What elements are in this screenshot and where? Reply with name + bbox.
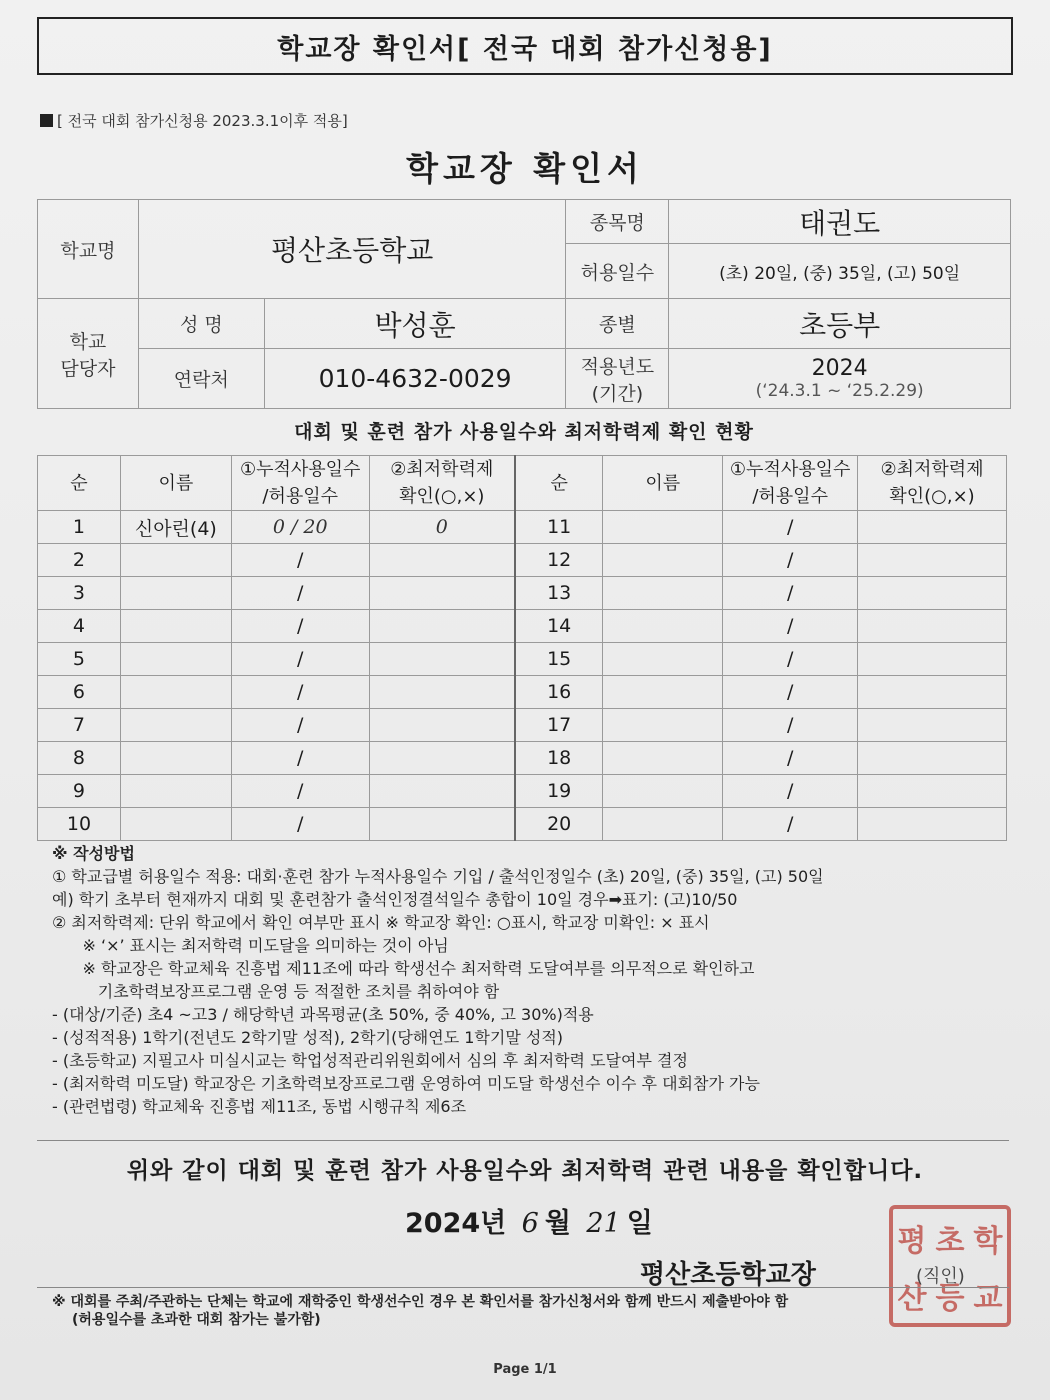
year-value: 2024 bbox=[811, 356, 868, 381]
roster-table bbox=[37, 455, 1007, 841]
row-days-right: / bbox=[723, 643, 858, 676]
division-value: 초등부 bbox=[669, 299, 1011, 349]
row-name-right bbox=[603, 577, 723, 610]
row-days: / bbox=[231, 775, 369, 808]
row-acad-right bbox=[858, 676, 1007, 709]
school-value: 평산초등학교 bbox=[138, 200, 566, 299]
row-days-right: / bbox=[723, 544, 858, 577]
row-name-right bbox=[603, 742, 723, 775]
row-name bbox=[120, 775, 231, 808]
row-name-right bbox=[603, 544, 723, 577]
instruction-line: - (성적적용) 1학기(전년도 2학기말 성적), 2학기(당해연도 1학기말 성적) bbox=[52, 1028, 564, 1047]
form-title: 학교장 확인서 bbox=[406, 149, 644, 188]
col-name-header-right: 이름 bbox=[603, 456, 723, 511]
roster-section-title: 대회 및 훈련 참가 사용일수와 최저학력제 확인 현황 bbox=[294, 421, 754, 443]
table-row bbox=[38, 709, 1007, 742]
row-acad-right bbox=[858, 511, 1007, 544]
instruction-line: - (초등학교) 지필고사 미실시교는 학업성적관리위원회에서 심의 후 최저학력 도달여부 결정 bbox=[52, 1051, 688, 1070]
instruction-line: ※ 학교장은 학교체육 진흥법 제11조에 따라 학생선수 최저학력 도달여부를 의무적으로 확인하고 bbox=[52, 959, 755, 978]
row-days-right: / bbox=[723, 511, 858, 544]
period-value: (‘24.3.1 ~ ‘25.2.29) bbox=[755, 381, 924, 401]
row-name bbox=[120, 742, 231, 775]
row-days: 0 / 20 bbox=[231, 511, 369, 544]
row-no: 5 bbox=[38, 643, 121, 676]
table-row bbox=[38, 511, 1007, 544]
confirmation-statement: 위와 같이 대회 및 훈련 참가 사용일수와 최저학력 관련 내용을 확인합니다. bbox=[126, 1158, 924, 1184]
row-acad-right bbox=[858, 808, 1007, 841]
principal-name: 평산초등학교장 bbox=[640, 1260, 816, 1290]
table-row bbox=[38, 676, 1007, 709]
row-name bbox=[120, 643, 231, 676]
col-days-header-right bbox=[723, 456, 858, 511]
school-label: 학교명 bbox=[38, 200, 139, 299]
row-name-right bbox=[603, 775, 723, 808]
row-days: / bbox=[231, 676, 369, 709]
row-no-right: 17 bbox=[515, 709, 603, 742]
col-no-header-right: 순 bbox=[515, 456, 603, 511]
row-no-right: 20 bbox=[515, 808, 603, 841]
instruction-line: - (관련법령) 학교체육 진흥법 제11조, 동법 시행규칙 제6조 bbox=[52, 1097, 467, 1116]
row-acad-right bbox=[858, 742, 1007, 775]
row-name-right bbox=[603, 676, 723, 709]
year-label-line2: (기간) bbox=[591, 382, 644, 405]
row-acad-right bbox=[858, 577, 1007, 610]
col-acad-header bbox=[369, 456, 515, 511]
instruction-line: ② 최저학력제: 단위 학교에서 확인 여부만 표시 ※ 학교장 확인: ○표시, 학교장 미확인: × 표시 bbox=[52, 913, 710, 932]
table-row bbox=[38, 742, 1007, 775]
row-name-right bbox=[603, 808, 723, 841]
row-acad bbox=[369, 643, 515, 676]
col-acad-header-line2: 확인(○,×) bbox=[399, 486, 485, 507]
row-days: / bbox=[231, 643, 369, 676]
row-no: 2 bbox=[38, 544, 121, 577]
row-days: / bbox=[231, 808, 369, 841]
footnote bbox=[52, 1293, 1002, 1329]
signing-date bbox=[405, 1201, 653, 1240]
row-acad bbox=[369, 544, 515, 577]
row-days-right: / bbox=[723, 577, 858, 610]
date-month-label: 월 bbox=[544, 1208, 571, 1239]
col-days-header-line1: ①누적사용일수 bbox=[239, 459, 361, 480]
seal-glyph: 평 bbox=[897, 1223, 927, 1259]
row-days-right: / bbox=[723, 742, 858, 775]
table-row bbox=[38, 808, 1007, 841]
row-days: / bbox=[231, 610, 369, 643]
instruction-line: ※ ‘×’ 표시는 최저학력 미도달을 의미하는 것이 아님 bbox=[52, 936, 449, 955]
instruction-line: - (대상/기준) 초4 ~고3 / 해당학년 과목평균(초 50%, 중 40%, 고 30%)적용 bbox=[52, 1005, 594, 1024]
seal-glyph: 산 bbox=[897, 1280, 927, 1316]
year-cell bbox=[669, 349, 1011, 409]
seal-glyph: 교 bbox=[973, 1280, 1003, 1316]
row-days-right: / bbox=[723, 775, 858, 808]
row-name-right bbox=[603, 610, 723, 643]
row-acad bbox=[369, 610, 515, 643]
applicability-note bbox=[40, 110, 348, 131]
table-row bbox=[38, 610, 1007, 643]
row-acad-right bbox=[858, 775, 1007, 808]
writing-instructions bbox=[52, 842, 992, 1118]
row-name-right bbox=[603, 511, 723, 544]
row-name bbox=[120, 577, 231, 610]
row-name-right bbox=[603, 643, 723, 676]
row-no: 10 bbox=[38, 808, 121, 841]
row-no-right: 12 bbox=[515, 544, 603, 577]
row-no-right: 11 bbox=[515, 511, 603, 544]
row-no-right: 15 bbox=[515, 643, 603, 676]
instructions-heading: ※ 작성방법 bbox=[52, 844, 135, 863]
row-days-right: / bbox=[723, 808, 858, 841]
date-month: 6 bbox=[521, 1208, 539, 1239]
col-acad-header-right-line1: ②최저학력제 bbox=[880, 459, 984, 480]
col-acad-header-right bbox=[858, 456, 1007, 511]
row-name bbox=[120, 808, 231, 841]
row-no-right: 19 bbox=[515, 775, 603, 808]
footnote-line1: ※ 대회를 주최/주관하는 단체는 학교에 재학중인 학생선수인 경우 본 확인서를 참가신청서와 함께 반드시 제출받아야 함 bbox=[52, 1294, 789, 1310]
page-number: Page 1/1 bbox=[493, 1362, 557, 1377]
row-days: / bbox=[231, 742, 369, 775]
table-row bbox=[38, 775, 1007, 808]
year-label bbox=[566, 349, 669, 409]
instruction-line: ① 학교급별 허용일수 적용: 대회·훈련 참가 누적사용일수 기입 / 출석인정일수 (초) 20일, (중) 35일, (고) 50일 bbox=[52, 867, 824, 886]
row-no: 7 bbox=[38, 709, 121, 742]
date-year: 2024년 bbox=[405, 1208, 507, 1239]
year-label-line1: 적용년도 bbox=[580, 355, 655, 378]
row-no-right: 16 bbox=[515, 676, 603, 709]
contact-value: 010-4632-0029 bbox=[264, 349, 566, 409]
seal-label: (직인) bbox=[916, 1266, 965, 1287]
col-name-header: 이름 bbox=[120, 456, 231, 511]
document-title: 학교장 확인서[ 전국 대회 참가신청용] bbox=[277, 33, 773, 65]
instruction-line: 예) 학기 초부터 현재까지 대회 및 훈련참가 출석인정결석일수 총합이 10일 경우➡표기: (고)10/50 bbox=[52, 890, 738, 909]
allowed-days-label: 허용일수 bbox=[566, 244, 669, 299]
row-no-right: 13 bbox=[515, 577, 603, 610]
row-name bbox=[120, 610, 231, 643]
row-acad-right bbox=[858, 544, 1007, 577]
event-label: 종목명 bbox=[566, 200, 669, 244]
row-name bbox=[120, 544, 231, 577]
row-no: 6 bbox=[38, 676, 121, 709]
info-table bbox=[37, 199, 1011, 409]
footnote-line2: (허용일수를 초과한 대회 참가는 불가함) bbox=[72, 1312, 321, 1328]
roster-header-row bbox=[38, 456, 1007, 511]
manager-label bbox=[38, 299, 139, 409]
row-acad-right bbox=[858, 709, 1007, 742]
manager-label-line1: 학교 bbox=[69, 330, 107, 353]
row-no: 3 bbox=[38, 577, 121, 610]
event-value: 태권도 bbox=[669, 200, 1011, 244]
row-name bbox=[120, 709, 231, 742]
row-no: 9 bbox=[38, 775, 121, 808]
row-name: 신아린(4) bbox=[120, 511, 231, 544]
row-no-right: 18 bbox=[515, 742, 603, 775]
row-no-right: 14 bbox=[515, 610, 603, 643]
table-row bbox=[38, 544, 1007, 577]
row-days-right: / bbox=[723, 610, 858, 643]
seal-glyph: 초 bbox=[935, 1223, 965, 1259]
col-days-header-line2: /허용일수 bbox=[262, 486, 339, 507]
row-no: 1 bbox=[38, 511, 121, 544]
row-name bbox=[120, 676, 231, 709]
table-row bbox=[38, 577, 1007, 610]
date-day: 21 bbox=[586, 1208, 621, 1239]
square-bullet-icon bbox=[40, 114, 53, 127]
row-days-right: / bbox=[723, 709, 858, 742]
row-acad bbox=[369, 676, 515, 709]
divider bbox=[37, 1140, 1009, 1141]
row-acad bbox=[369, 577, 515, 610]
row-name-right bbox=[603, 709, 723, 742]
name-value: 박성훈 bbox=[264, 299, 566, 349]
col-acad-header-line1: ②최저학력제 bbox=[390, 459, 494, 480]
row-days-right: / bbox=[723, 676, 858, 709]
division-label: 종별 bbox=[566, 299, 669, 349]
col-acad-header-right-line2: 확인(○,×) bbox=[889, 486, 975, 507]
row-no: 4 bbox=[38, 610, 121, 643]
instruction-line: 기초학력보장프로그램 운영 등 적절한 조치를 취하여야 함 bbox=[52, 982, 500, 1001]
date-day-label: 일 bbox=[626, 1208, 653, 1239]
footer-divider bbox=[37, 1287, 1009, 1288]
row-days: / bbox=[231, 709, 369, 742]
col-days-header bbox=[231, 456, 369, 511]
col-no-header: 순 bbox=[38, 456, 121, 511]
row-no: 8 bbox=[38, 742, 121, 775]
seal-glyph: 등 bbox=[935, 1280, 965, 1316]
col-days-header-right-line2: /허용일수 bbox=[752, 486, 828, 507]
table-row bbox=[38, 643, 1007, 676]
document-title-box bbox=[37, 17, 1013, 75]
applicability-note-text: [ 전국 대회 참가신청용 2023.3.1이후 적용] bbox=[57, 112, 348, 130]
allowed-days-value: (초) 20일, (중) 35일, (고) 50일 bbox=[669, 244, 1011, 299]
name-label: 성 명 bbox=[138, 299, 264, 349]
row-acad-right bbox=[858, 643, 1007, 676]
contact-label: 연락처 bbox=[138, 349, 264, 409]
row-days: / bbox=[231, 544, 369, 577]
row-acad bbox=[369, 808, 515, 841]
seal-glyph: 학 bbox=[973, 1223, 1003, 1259]
row-acad: 0 bbox=[369, 511, 515, 544]
row-acad bbox=[369, 742, 515, 775]
row-acad bbox=[369, 775, 515, 808]
manager-label-line2: 담당자 bbox=[60, 357, 116, 380]
col-days-header-right-line1: ①누적사용일수 bbox=[729, 459, 851, 480]
row-acad-right bbox=[858, 610, 1007, 643]
instruction-line: - (최저학력 미도달) 학교장은 기초학력보장프로그램 운영하여 미도달 학생선수 이수 후 대회참가 가능 bbox=[52, 1074, 760, 1093]
row-acad bbox=[369, 709, 515, 742]
row-days: / bbox=[231, 577, 369, 610]
